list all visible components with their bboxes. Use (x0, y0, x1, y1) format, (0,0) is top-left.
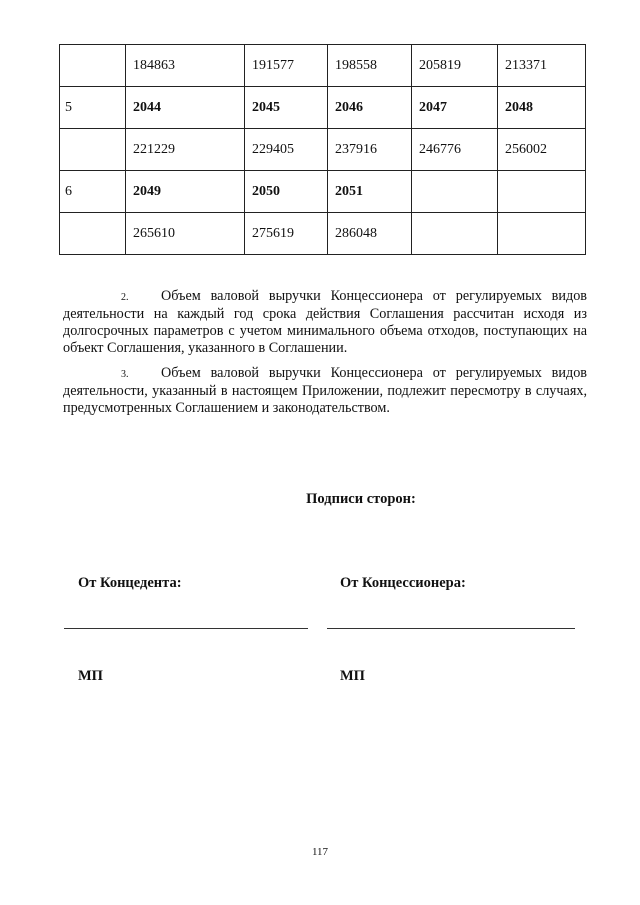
paragraph-3 (63, 365, 587, 417)
year-cell: 2048 (498, 87, 586, 129)
value-row (60, 213, 586, 255)
grantor-stamp-place: МП (78, 668, 103, 684)
revenue-cell: 184863 (126, 45, 245, 87)
year-cell: 2050 (245, 171, 328, 213)
revenue-cell: 286048 (328, 213, 412, 255)
year-cell (498, 171, 586, 213)
concessionaire-stamp-place: МП (340, 668, 365, 684)
year-cell: 2046 (328, 87, 412, 129)
revenue-cell: 198558 (328, 45, 412, 87)
grantor-signature-line (64, 628, 308, 629)
paragraph-text: Объем валовой выручки Концессионера от регулируемых видов деятельности на каждый год срока действия Соглашения рассчитан исходя из долгосрочных параметров с учетом минимального объема отходов, поступающих на объект Соглашения, указанного в Соглашении. (63, 288, 587, 356)
paragraph-text: Объем валовой выручки Концессионера от регулируемых видов деятельности, указанный в настоящем Приложении, подлежит пересмотру в случаях, предусмотренных Соглашением и законодательством. (63, 365, 587, 416)
paragraph-2 (63, 288, 587, 357)
signatures-title: Подписи сторон: (306, 491, 416, 507)
revenue-cell: 191577 (245, 45, 328, 87)
concessionaire-label: От Концессионера: (340, 575, 466, 591)
year-cell: 2045 (245, 87, 328, 129)
paragraph-number: 2. (121, 292, 129, 303)
year-row (60, 171, 586, 213)
revenue-cell (498, 213, 586, 255)
value-row (60, 45, 586, 87)
period-cell: 5 (60, 87, 126, 129)
revenue-cell: 221229 (126, 129, 245, 171)
revenue-cell: 246776 (412, 129, 498, 171)
revenue-cell: 265610 (126, 213, 245, 255)
revenue-cell (412, 213, 498, 255)
revenue-cell: 237916 (328, 129, 412, 171)
values-table (59, 44, 586, 255)
paragraph-number: 3. (121, 369, 129, 380)
year-row (60, 87, 586, 129)
year-cell (412, 171, 498, 213)
revenue-cell: 256002 (498, 129, 586, 171)
page-number: 117 (311, 846, 329, 858)
period-cell (60, 45, 126, 87)
concessionaire-signature-line (327, 628, 575, 629)
year-cell: 2044 (126, 87, 245, 129)
period-cell (60, 129, 126, 171)
period-cell (60, 213, 126, 255)
period-cell: 6 (60, 171, 126, 213)
revenue-cell: 229405 (245, 129, 328, 171)
revenue-cell: 275619 (245, 213, 328, 255)
year-cell: 2051 (328, 171, 412, 213)
revenue-cell: 205819 (412, 45, 498, 87)
grantor-label: От Концедента: (78, 575, 182, 591)
revenue-cell: 213371 (498, 45, 586, 87)
year-cell: 2049 (126, 171, 245, 213)
values-table-body (60, 45, 586, 255)
year-cell: 2047 (412, 87, 498, 129)
value-row (60, 129, 586, 171)
